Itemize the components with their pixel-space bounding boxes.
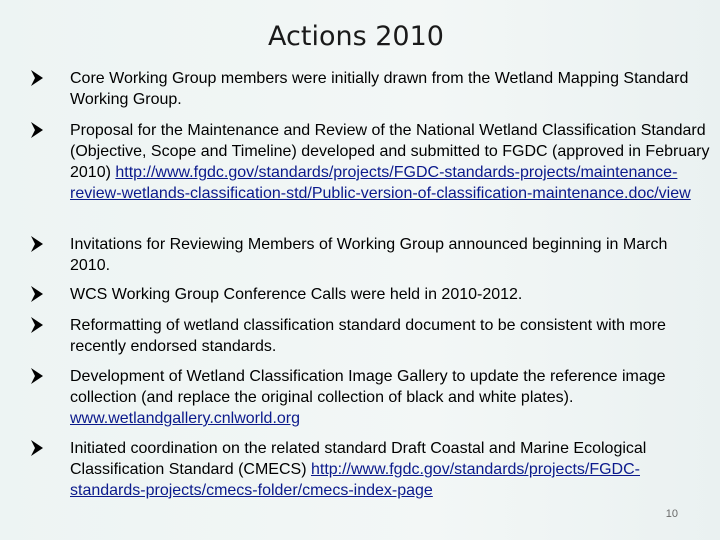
page-number: 10 [665, 508, 678, 520]
cmecs-link[interactable]: http://www.fgdc.gov/standards/projects/FGDC-standards-projects/cmecs-folder/cmecs-index-page [70, 461, 640, 499]
arrow-bullet-icon [30, 284, 44, 304]
bullet-text: Invitations for Reviewing Members of Working Group announced beginning in March 2010. [70, 236, 668, 274]
bullet-text: Initiated coordination on the related standard Draft Coastal and Marine Ecological Classification Standard (CMECS) http://www.fgdc.gov/standards/projects/FGDC-standards-projects/cmecs-folder/cmecs-index-page [70, 440, 647, 499]
arrow-bullet-icon [30, 234, 44, 254]
bullet-text: Development of Wetland Classification Image Gallery to update the reference image collection (and replace the original collection of black and white plates). www.wetlandgallery.cnlworld.org [70, 368, 666, 427]
bullet-text: Core Working Group members were initially drawn from the Wetland Mapping Standard Working Group. [70, 70, 689, 108]
proposal-link[interactable]: http://www.fgdc.gov/standards/projects/FGDC-standards-projects/maintenance-review-wetlands-classification-std/Public-version-of-classification-maintenance.doc/view [70, 164, 691, 202]
arrow-bullet-icon [30, 68, 44, 88]
bullet-text: Reformatting of wetland classification standard document to be consistent with more recently endorsed standards. [70, 317, 666, 355]
bullet-text: Proposal for the Maintenance and Review of the National Wetland Classification Standard (Objective, Scope and Timeline) developed and submitted to FGDC (approved in February 2010) http://www.fgdc.gov/standards/projects/FGDC-standards-projects/maintenance-review-wetlands-classification-std/Public-version-of-classification-maintenance.doc/view [70, 122, 710, 202]
arrow-bullet-icon [30, 315, 44, 335]
gallery-link[interactable]: www.wetlandgallery.cnlworld.org [70, 410, 301, 427]
slide-title: Actions 2010 [268, 21, 444, 52]
arrow-bullet-icon [30, 438, 44, 458]
arrow-bullet-icon [30, 366, 44, 386]
bullet-text: WCS Working Group Conference Calls were held in 2010-2012. [70, 286, 523, 303]
arrow-bullet-icon [30, 120, 44, 140]
